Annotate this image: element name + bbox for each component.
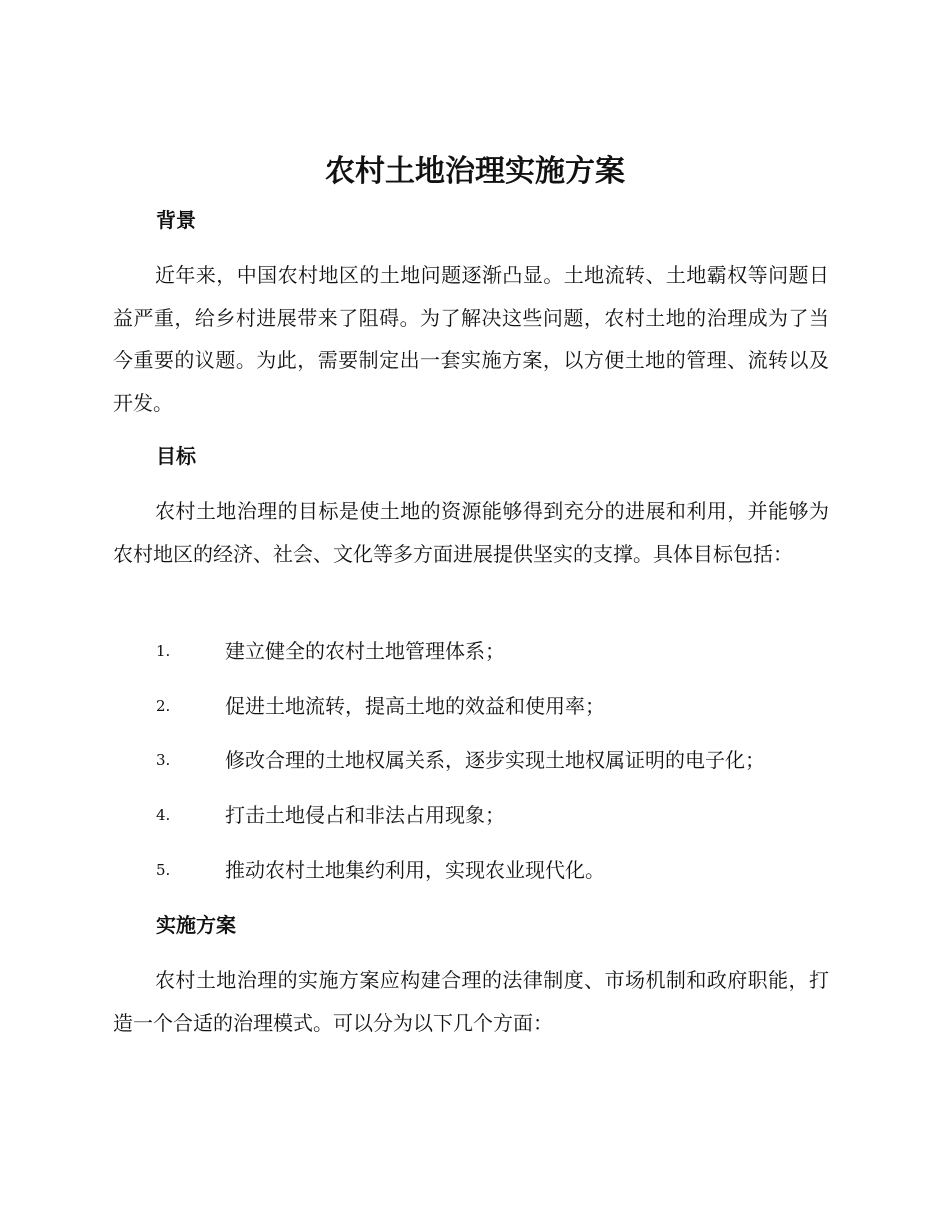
goal-list-item: [156, 797, 836, 833]
list-number: 5.: [156, 861, 171, 879]
goals-paragraph: 农村土地治理的目标是使土地的资源能够得到充分的进展和利用，并能够为农村地区的经济、社会、文化等多方面进展提供坚实的支撑。具体目标包括：: [113, 499, 829, 566]
document-title: 农村土地治理实施方案: [325, 154, 625, 189]
list-number: 4.: [156, 806, 171, 824]
list-text: 促进土地流转，提高土地的效益和使用率；: [225, 694, 605, 718]
list-text: 建立健全的农村土地管理体系；: [225, 639, 505, 663]
background-paragraph: 近年来，中国农村地区的土地问题逐渐凸显。土地流转、土地霸权等问题日益严重，给乡村进展带来了阻碍。为了解决这些问题，农村土地的治理成为了当今重要的议题。为此，需要制定出一套实施方案，以方便土地的管理、流转以及开发。: [113, 263, 829, 415]
list-text: 推动农村土地集约利用，实现农业现代化。: [225, 858, 605, 882]
section-heading-background: 背景: [156, 208, 196, 232]
goal-list-item: [156, 852, 836, 888]
list-number: 3.: [156, 751, 171, 769]
list-text: 打击土地侵占和非法占用现象；: [225, 803, 505, 827]
goal-list-item: [156, 742, 836, 778]
list-number: 1.: [156, 642, 171, 660]
goal-list-item: [156, 633, 836, 669]
section-heading-goals: 目标: [156, 444, 196, 468]
goal-list-item: [156, 688, 836, 724]
section-heading-implementation: 实施方案: [156, 913, 236, 937]
list-number: 2.: [156, 697, 171, 715]
list-text: 修改合理的土地权属关系，逐步实现土地权属证明的电子化；: [225, 748, 765, 772]
implementation-paragraph: 农村土地治理的实施方案应构建合理的法律制度、市场机制和政府职能，打造一个合适的治理模式。可以分为以下几个方面：: [113, 968, 829, 1035]
